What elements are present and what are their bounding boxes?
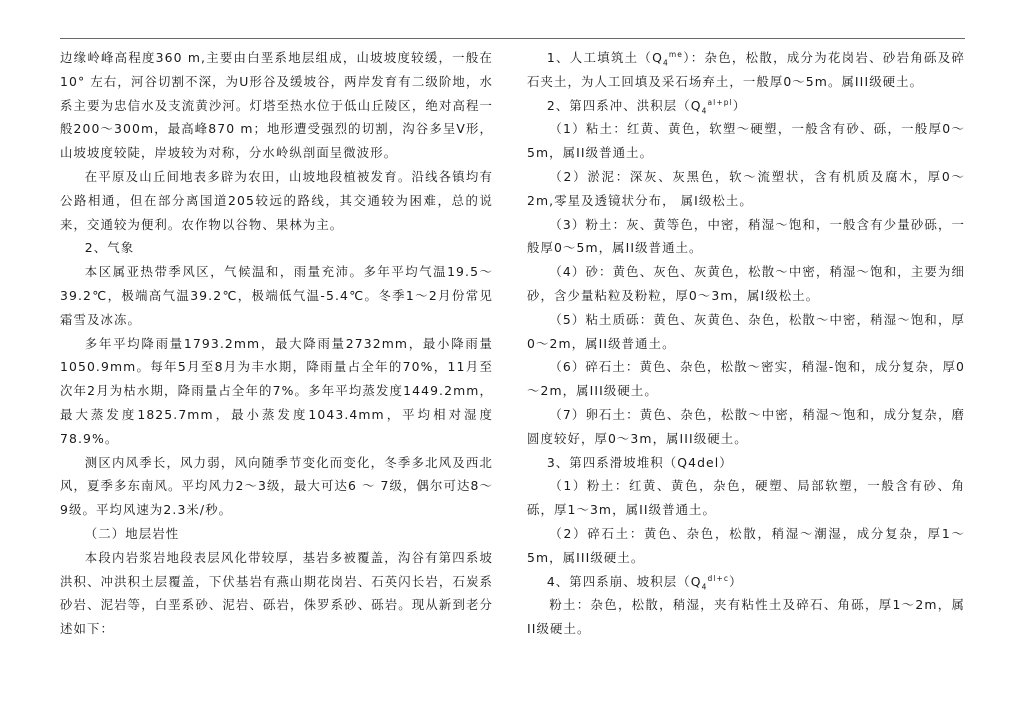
item-pebble-soil: （7）卵石土：黄色、杂色，松散～中密，稍湿～饱和，成分复杂，磨圆度较好，厚0～3m，属III级硬土。 <box>527 406 965 446</box>
right-column <box>527 46 965 641</box>
paragraph-wind: 测区内风季长，风力弱，风向随季节变化而变化，冬季多北风及西北风，夏季多东南风。平均风力2～3级，最大可达6 ～ 7级，偶尔可达8～9级。平均风速为2.3米/秒。 <box>60 454 493 518</box>
item-silt-mud: （2）淤泥：深灰、灰黑色，软～流塑状，含有机质及腐木，厚0～2m,零星及透镜状分布， 属I级松土。 <box>527 168 965 208</box>
heading-stratigraphy: （二）地层岩性 <box>84 525 180 541</box>
item-clayey-gravel: （5）粘土质砾：黄色、灰黄色、杂色，松散～中密，稍湿～饱和，厚0～2m，属II级普通土。 <box>527 311 965 351</box>
item-silty-soil: （3）粉土：灰、黄等色，中密，稍湿～饱和，一般含有少量砂砾，一般厚0～5m，属II级普通土。 <box>527 216 965 256</box>
paragraph-land-use: 在平原及山丘间地表多辟为农田，山坡地段植被发育。沿线各镇均有公路相通，但在部分离国道205较远的路线，其交通较为困难，总的说来，交通较为便利。农作物以谷物、果林为主。 <box>60 168 493 232</box>
item-colluvial-silt: 粉土：杂色，松散，稍湿，夹有粘性土及碎石、角砾，厚1～2m，属II级硬土。 <box>527 597 965 637</box>
item-landslide-silt: （1）粉土：红黄、黄色，杂色，硬塑、局部软塑，一般含有砂、角砾，厚1～3m，属II级普通土。 <box>527 478 965 518</box>
heading-alluvial: 2、第四系冲、洪积层$(Q_4^{al+pl})$ <box>546 97 747 116</box>
paragraph-temperature: 本区属亚热带季风区，气候温和，雨量充沛。多年平均气温19.5～39.2℃，极端高气温39.2℃，极端低气温-5.4℃。冬季1～2月份常见霜雪及冰冻。 <box>60 264 493 327</box>
heading-colluvial: 4、第四系崩、坡积层$(Q_4^{dl+c})$ <box>546 573 743 591</box>
header-rule <box>60 38 965 39</box>
item-gravel-soil: （6）碎石土：黄色、杂色，松散～密实，稍湿-饱和，成分复杂，厚0～2m，属III级硬土。 <box>527 359 965 399</box>
paragraph-terrain: 边缘岭峰高程度360 m,主要由白垩系地层组成，山坡坡度较缓，一般在10° 左右，河谷切割不深，为U形谷及缓坡谷，两岸发育有二级阶地，水系主要为忠信水及支流黄沙河。灯塔至热水位于低山丘陵区，绝对高程一般200～300m，最高峰870 m；地形遭受强烈的切割，沟谷多呈V形，山坡坡度较陡，岸坡较为对称，分水岭纵剖面呈微波形。 <box>60 50 493 161</box>
heading-climate: 2、气象 <box>84 240 135 256</box>
heading-landslide: 3、第四系滑坡堆积（Q4del） <box>546 454 733 470</box>
item-sand: （4）砂：黄色、灰色、灰黄色，松散～中密，稍湿～饱和，主要为细砂，含少量粘粒及粉粒，厚0～3m，属I级松土。 <box>527 264 965 303</box>
item-landslide-gravel: （2）碎石土：黄色、杂色，松散，稍湿～潮湿，成分复杂，厚1～5m，属III级硬土。 <box>527 525 965 565</box>
left-column <box>60 46 493 641</box>
item-artificial-fill: 1、人工填筑土$(Q_4^{me})$：杂色，松散，成分为花岗岩、砂岩角砾及碎石夹土，为人工回填及采石场弃土，一般厚0～5m。属III级硬土。 <box>527 49 965 89</box>
paragraph-rainfall: 多年平均降雨量1793.2mm，最大降雨量2732mm，最小降雨量1050.9mm。每年5月至8月为丰水期，降雨量占全年的70%，11月至次年2月为枯水期，降雨量占全年的7%。多年平均蒸发度1449.2mm，最大蒸发度1825.7mm，最小蒸发度1043.4mm，平均相对湿度78.9%。 <box>60 335 493 446</box>
item-clay: （1）粘土：红黄、黄色，软塑～硬塑，一般含有砂、砾，一般厚0～5m，属II级普通土。 <box>527 121 965 161</box>
paragraph-stratigraphy: 本段内岩浆岩地段表层风化带较厚，基岩多被覆盖，沟谷有第四系坡洪积、冲洪积土层覆盖，下伏基岩有燕山期花岗岩、石英闪长岩，石炭系砂岩、泥岩等，白垩系砂、泥岩、砾岩，侏罗系砂、砾岩。现从新到老分述如下： <box>60 549 493 637</box>
